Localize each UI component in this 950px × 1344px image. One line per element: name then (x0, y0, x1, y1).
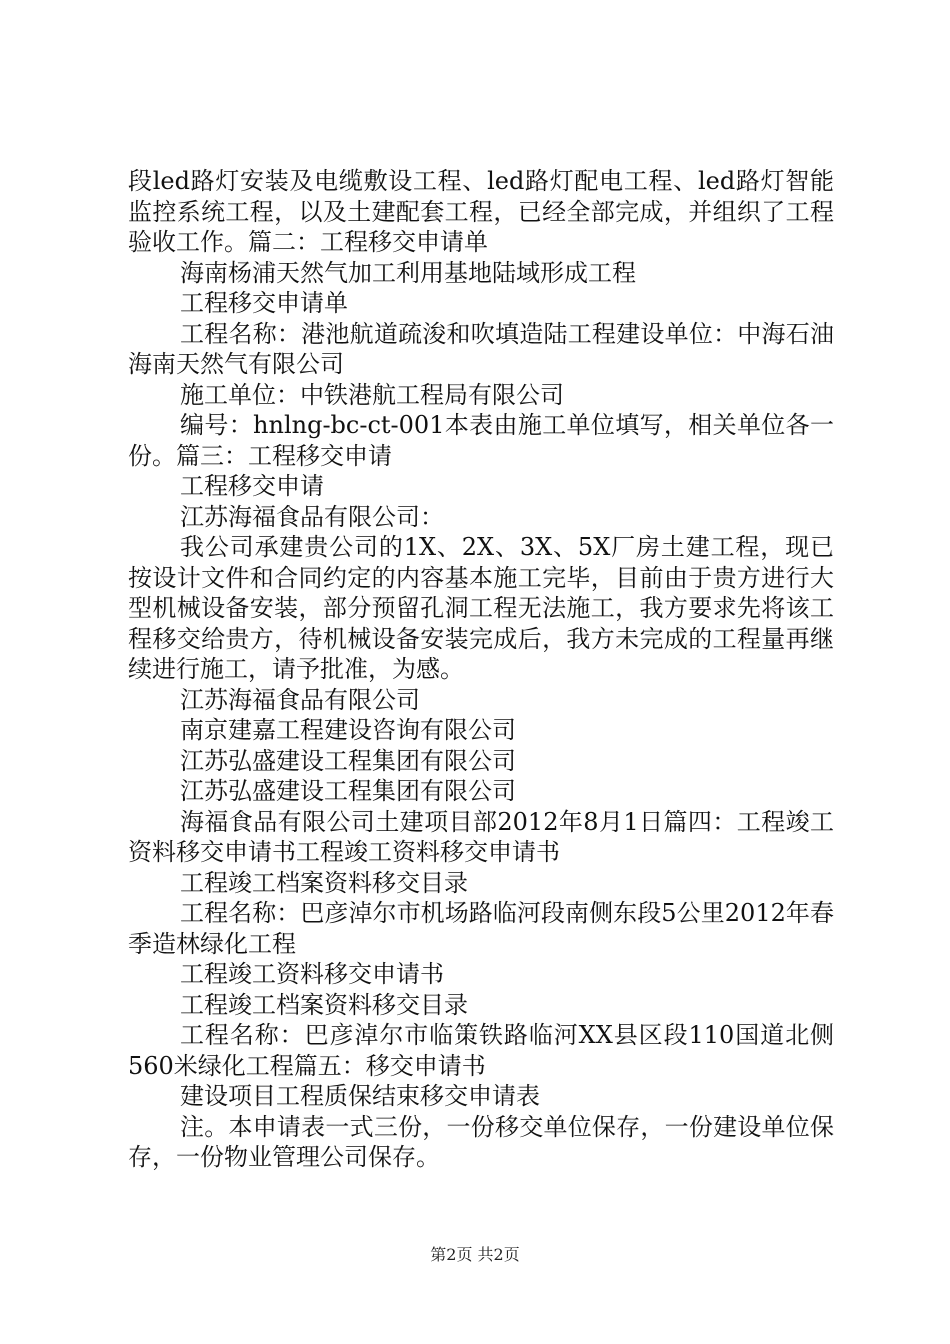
paragraph: 海福食品有限公司土建项目部2012年8月1日篇四：工程竣工资料移交申请书工程竣工资料移交申请书 (128, 807, 834, 866)
page-footer: 第2页 共2页 (430, 1245, 520, 1264)
paragraph: 工程竣工资料移交申请书 (180, 960, 444, 988)
paragraph: 江苏弘盛建设工程集团有限公司 (180, 777, 516, 805)
paragraph: 工程竣工档案资料移交目录 (180, 868, 468, 897)
paragraph: 注。本申请表一式三份，一份移交单位保存，一份建设单位保存，一份物业管理公司保存。 (128, 1112, 834, 1171)
paragraph: 工程名称：巴彦淖尔市临策铁路临河XX县区段110国道北侧560米绿化工程篇五：移交申请书 (128, 1021, 834, 1080)
paragraph: 江苏海福食品有限公司 (180, 685, 420, 714)
paragraph: 工程名称：巴彦淖尔市机场路临河段南侧东段5公里2012年春季造林绿化工程 (128, 899, 834, 958)
paragraph: 海南杨浦天然气加工利用基地陆域形成工程 (180, 258, 636, 287)
paragraph: 工程移交申请 (180, 472, 324, 500)
paragraph: 工程名称：港池航道疏浚和吹填造陆工程建设单位：中海石油海南天然气有限公司 (128, 319, 834, 378)
paragraph: 施工单位：中铁港航工程局有限公司 (180, 380, 564, 409)
paragraph: 我公司承建贵公司的1X、2X、3X、5X厂房土建工程，现已按设计文件和合同约定的内容基本施工完毕，目前由于贵方进行大型机械设备安装，部分预留孔洞工程无法施工，我方要求先将该工程移交给贵方，待机械设备安装完成后，我方未完成的工程量再继续进行施工，请予批准，为感。 (128, 533, 834, 683)
paragraph: 南京建嘉工程建设咨询有限公司 (180, 716, 516, 744)
paragraph: 工程竣工档案资料移交目录 (180, 990, 468, 1019)
paragraph: 编号：hnlng-bc-ct-001本表由施工单位填写，相关单位各一份。篇三：工程移交申请 (128, 411, 834, 470)
paragraph: 江苏海福食品有限公司： (180, 502, 444, 531)
paragraph: 段led路灯安装及电缆敷设工程、led路灯配电工程、led路灯智能监控系统工程，以及土建配套工程，已经全部完成，并组织了工程验收工作。篇二：工程移交申请单 (128, 167, 834, 256)
document-body (128, 166, 834, 1173)
paragraph: 工程移交申请单 (180, 289, 348, 317)
paragraph: 建设项目工程质保结束移交申请表 (180, 1082, 540, 1110)
paragraph: 江苏弘盛建设工程集团有限公司 (180, 746, 516, 775)
